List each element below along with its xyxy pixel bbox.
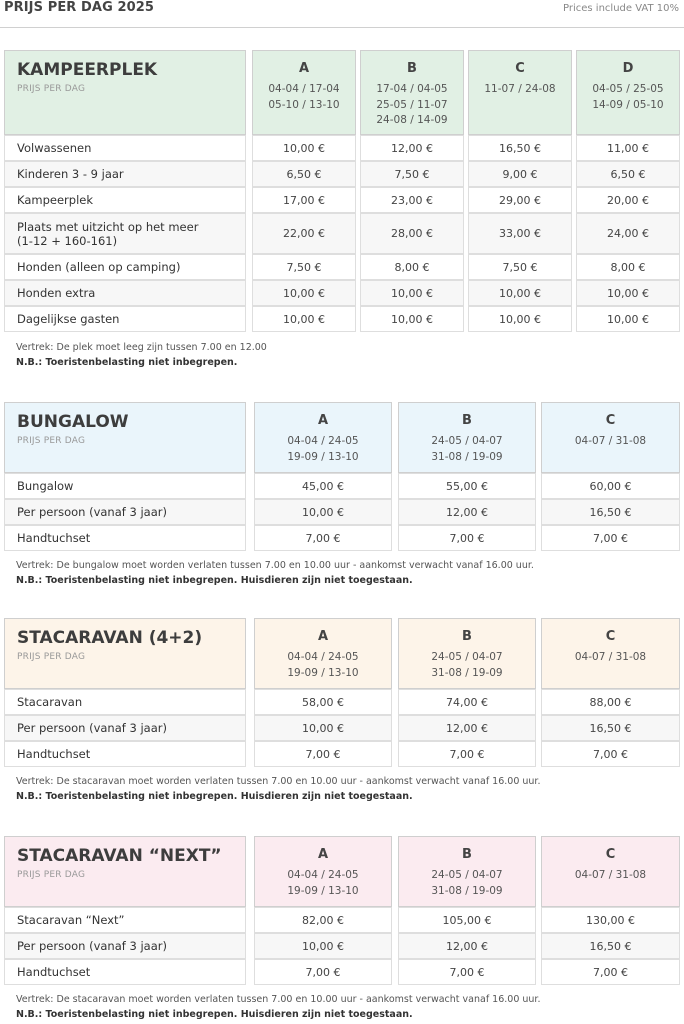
row-label-line: Per persoon (vanaf 3 jaar) bbox=[17, 721, 167, 735]
row-label-text bbox=[17, 312, 119, 326]
period-date-range: 04-04 / 24-05 bbox=[287, 435, 359, 447]
price-cell: 10,00 € bbox=[254, 715, 392, 741]
price-cell: 10,00 € bbox=[252, 280, 356, 306]
row-label-line: Kampeerplek bbox=[17, 193, 93, 207]
row-label-line: Bungalow bbox=[17, 479, 74, 493]
row-label bbox=[4, 135, 246, 161]
table-row bbox=[4, 135, 680, 161]
tax-note: N.B.: Toeristenbelasting niet inbegrepen. Huisdieren zijn niet toegestaan. bbox=[16, 575, 413, 586]
period-letter: A bbox=[317, 629, 329, 644]
price-cell: 9,00 € bbox=[468, 161, 572, 187]
period-date-range: 24-05 / 04-07 bbox=[431, 869, 503, 881]
table-row bbox=[4, 689, 680, 715]
table-row bbox=[4, 254, 680, 280]
price-cell: 8,00 € bbox=[576, 254, 680, 280]
row-label bbox=[4, 213, 246, 254]
period-letter: B bbox=[462, 847, 472, 862]
row-label-text bbox=[17, 193, 93, 207]
row-label-text bbox=[17, 167, 124, 181]
price-cell: 7,00 € bbox=[254, 525, 392, 551]
period-date-range: 19-09 / 13-10 bbox=[287, 666, 359, 679]
period-date-range: 04-07 / 31-08 bbox=[574, 869, 647, 881]
price-cell: 22,00 € bbox=[252, 213, 356, 254]
price-cell: 60,00 € bbox=[541, 473, 680, 499]
price-cell: 8,00 € bbox=[360, 254, 464, 280]
row-label-text bbox=[17, 939, 167, 953]
period-dates bbox=[542, 650, 679, 666]
row-label-text bbox=[17, 260, 180, 274]
table-row bbox=[4, 213, 680, 254]
price-cell: 10,00 € bbox=[468, 280, 572, 306]
period-dates bbox=[577, 82, 679, 113]
price-cell: 7,50 € bbox=[468, 254, 572, 280]
section-title-cell bbox=[4, 618, 246, 689]
price-cell: 6,50 € bbox=[252, 161, 356, 187]
period-header-b bbox=[398, 402, 536, 473]
section-title: STACARAVAN (4+2) bbox=[17, 628, 203, 648]
price-cell: 7,00 € bbox=[541, 959, 680, 985]
tax-note: N.B.: Toeristenbelasting niet inbegrepen. Huisdieren zijn niet toegestaan. bbox=[16, 791, 413, 802]
row-label bbox=[4, 161, 246, 187]
period-letter: A bbox=[317, 413, 329, 428]
period-dates bbox=[399, 434, 535, 465]
period-header-b bbox=[360, 50, 464, 135]
price-cell: 10,00 € bbox=[468, 306, 572, 332]
price-cell: 7,00 € bbox=[398, 741, 536, 767]
departure-note: Vertrek: De stacaravan moet worden verlaten tussen 7.00 en 10.00 uur - aankomst verwacht vanaf 16.00 uur. bbox=[16, 994, 541, 1005]
period-date-range: 04-04 / 17-04 bbox=[268, 83, 340, 95]
section-title-cell bbox=[4, 836, 246, 907]
period-date-range: 24-05 / 04-07 bbox=[431, 651, 503, 663]
row-label-line: Kinderen 3 - 9 jaar bbox=[17, 167, 124, 181]
period-date-range: 04-05 / 25-05 bbox=[592, 83, 664, 95]
vat-note: Prices include VAT 10% bbox=[563, 3, 679, 14]
price-cell: 7,00 € bbox=[541, 525, 680, 551]
period-date-range: 17-04 / 04-05 bbox=[376, 83, 448, 95]
period-date-range: 19-09 / 13-10 bbox=[287, 450, 359, 463]
period-dates bbox=[469, 82, 571, 98]
row-label bbox=[4, 499, 246, 525]
departure-note: Vertrek: De bungalow moet worden verlaten tussen 7.00 en 10.00 uur - aankomst verwacht vanaf 16.00 uur. bbox=[16, 560, 534, 571]
row-label bbox=[4, 187, 246, 213]
period-header-c bbox=[468, 50, 572, 135]
row-label-line: Dagelijkse gasten bbox=[17, 312, 120, 326]
section-subtitle: PRIJS PER DAG bbox=[17, 436, 86, 446]
section-title-cell bbox=[4, 402, 246, 473]
period-dates bbox=[255, 434, 391, 465]
period-date-range: 04-07 / 31-08 bbox=[574, 651, 647, 663]
row-label-line: Honden extra bbox=[17, 286, 96, 300]
period-letter: D bbox=[622, 61, 634, 76]
period-header-c bbox=[541, 618, 680, 689]
row-label bbox=[4, 741, 246, 767]
period-date-range: 04-04 / 24-05 bbox=[287, 869, 359, 881]
period-header-b bbox=[398, 836, 536, 907]
row-label-line: Per persoon (vanaf 3 jaar) bbox=[17, 939, 167, 953]
price-cell: 10,00 € bbox=[576, 280, 680, 306]
period-date-range: 04-07 / 31-08 bbox=[574, 435, 647, 447]
price-cell: 7,00 € bbox=[254, 741, 392, 767]
row-label-text bbox=[17, 141, 91, 155]
section-title-cell bbox=[4, 50, 246, 135]
section-subtitle: PRIJS PER DAG bbox=[17, 84, 86, 94]
period-date-range: 11-07 / 24-08 bbox=[484, 83, 556, 95]
price-cell: 28,00 € bbox=[360, 213, 464, 254]
price-cell: 74,00 € bbox=[398, 689, 536, 715]
period-letter: B bbox=[462, 413, 472, 428]
price-cell: 29,00 € bbox=[468, 187, 572, 213]
period-letter: C bbox=[605, 413, 616, 428]
table-row bbox=[4, 715, 680, 741]
row-label-text bbox=[17, 965, 90, 979]
price-cell: 10,00 € bbox=[360, 280, 464, 306]
table-row bbox=[4, 907, 680, 933]
period-header-a bbox=[252, 50, 356, 135]
price-cell: 12,00 € bbox=[398, 715, 536, 741]
tax-note: N.B.: Toeristenbelasting niet inbegrepen. Huisdieren zijn niet toegestaan. bbox=[16, 1009, 413, 1020]
row-label-text bbox=[17, 721, 167, 735]
section-title: STACARAVAN “NEXT” bbox=[17, 846, 222, 866]
period-date-range: 19-09 / 13-10 bbox=[287, 884, 359, 897]
table-row bbox=[4, 473, 680, 499]
period-date-range: 31-08 / 19-09 bbox=[431, 450, 503, 463]
period-date-range: 04-04 / 24-05 bbox=[287, 651, 359, 663]
row-label bbox=[4, 907, 246, 933]
price-cell: 10,00 € bbox=[252, 306, 356, 332]
row-label-line: Handtuchset bbox=[17, 531, 91, 545]
price-cell: 16,50 € bbox=[541, 933, 680, 959]
row-label bbox=[4, 280, 246, 306]
departure-note: Vertrek: De plek moet leeg zijn tussen 7.00 en 12.00 bbox=[16, 342, 267, 353]
row-label-line: (1-12 + 160-161) bbox=[17, 233, 118, 248]
price-cell: 12,00 € bbox=[398, 499, 536, 525]
table-row bbox=[4, 499, 680, 525]
row-label-text bbox=[17, 505, 167, 519]
period-dates bbox=[542, 434, 679, 450]
price-cell: 10,00 € bbox=[254, 933, 392, 959]
period-date-range: 05-10 / 13-10 bbox=[268, 98, 340, 111]
section-subtitle: PRIJS PER DAG bbox=[17, 652, 86, 662]
row-label-text bbox=[17, 747, 90, 761]
table-row bbox=[4, 187, 680, 213]
period-letter: B bbox=[462, 629, 472, 644]
row-label-line: Per persoon (vanaf 3 jaar) bbox=[17, 505, 167, 519]
row-label-text bbox=[17, 220, 198, 248]
price-cell: 17,00 € bbox=[252, 187, 356, 213]
price-cell: 7,50 € bbox=[360, 161, 464, 187]
row-label-line: Stacaravan “Next” bbox=[17, 913, 125, 927]
table-header-row bbox=[4, 402, 680, 473]
period-letter: C bbox=[515, 61, 525, 76]
period-letter: B bbox=[407, 61, 417, 76]
row-label-text bbox=[17, 479, 73, 493]
row-label bbox=[4, 525, 246, 551]
page-header bbox=[0, 0, 684, 28]
section-title: BUNGALOW bbox=[17, 412, 129, 432]
row-label-text bbox=[17, 531, 90, 545]
section-title: KAMPEERPLEK bbox=[17, 60, 158, 80]
price-cell: 10,00 € bbox=[576, 306, 680, 332]
row-label bbox=[4, 933, 246, 959]
period-dates bbox=[255, 650, 391, 681]
price-cell: 10,00 € bbox=[254, 499, 392, 525]
price-cell: 10,00 € bbox=[360, 306, 464, 332]
period-dates bbox=[542, 868, 679, 884]
row-label-line: Honden (alleen op camping) bbox=[17, 260, 181, 274]
price-cell: 16,50 € bbox=[541, 715, 680, 741]
table-row bbox=[4, 525, 680, 551]
row-label bbox=[4, 254, 246, 280]
period-dates bbox=[399, 868, 535, 899]
row-label-text bbox=[17, 286, 95, 300]
tax-note: N.B.: Toeristenbelasting niet inbegrepen. bbox=[16, 357, 238, 368]
table-row bbox=[4, 280, 680, 306]
row-label-line: Handtuchset bbox=[17, 747, 91, 761]
period-dates bbox=[399, 650, 535, 681]
price-cell: 88,00 € bbox=[541, 689, 680, 715]
period-header-b bbox=[398, 618, 536, 689]
period-date-range: 31-08 / 19-09 bbox=[431, 666, 503, 679]
page-title: PRIJS PER DAG 2025 bbox=[4, 0, 155, 15]
row-label-line: Volwassenen bbox=[17, 141, 92, 155]
period-date-range: 25-05 / 11-07 bbox=[376, 98, 448, 111]
price-cell: 23,00 € bbox=[360, 187, 464, 213]
period-dates bbox=[255, 868, 391, 899]
price-cell: 7,00 € bbox=[398, 959, 536, 985]
price-cell: 7,00 € bbox=[398, 525, 536, 551]
price-cell: 24,00 € bbox=[576, 213, 680, 254]
price-cell: 7,00 € bbox=[254, 959, 392, 985]
row-label-line: Stacaravan bbox=[17, 695, 83, 709]
row-label bbox=[4, 715, 246, 741]
row-label-line: Handtuchset bbox=[17, 965, 91, 979]
departure-note: Vertrek: De stacaravan moet worden verlaten tussen 7.00 en 10.00 uur - aankomst verwacht vanaf 16.00 uur. bbox=[16, 776, 541, 787]
period-header-a bbox=[254, 402, 392, 473]
period-header-a bbox=[254, 836, 392, 907]
price-cell: 6,50 € bbox=[576, 161, 680, 187]
table-header-row bbox=[4, 618, 680, 689]
row-label-text bbox=[17, 913, 125, 927]
row-label-line: Plaats met uitzicht op het meer bbox=[17, 219, 199, 234]
section-subtitle: PRIJS PER DAG bbox=[17, 870, 86, 880]
period-header-c bbox=[541, 836, 680, 907]
period-dates bbox=[253, 82, 355, 113]
price-cell: 7,00 € bbox=[541, 741, 680, 767]
price-cell: 45,00 € bbox=[254, 473, 392, 499]
period-letter: C bbox=[605, 847, 616, 862]
price-cell: 33,00 € bbox=[468, 213, 572, 254]
period-date-range: 31-08 / 19-09 bbox=[431, 884, 503, 897]
price-cell: 130,00 € bbox=[541, 907, 680, 933]
table-row bbox=[4, 161, 680, 187]
price-cell: 55,00 € bbox=[398, 473, 536, 499]
period-header-d bbox=[576, 50, 680, 135]
period-header-c bbox=[541, 402, 680, 473]
price-cell: 16,50 € bbox=[541, 499, 680, 525]
period-letter: C bbox=[605, 629, 616, 644]
row-label bbox=[4, 306, 246, 332]
price-cell: 105,00 € bbox=[398, 907, 536, 933]
price-cell: 7,50 € bbox=[252, 254, 356, 280]
price-cell: 12,00 € bbox=[360, 135, 464, 161]
period-dates bbox=[361, 82, 463, 129]
period-date-range: 24-05 / 04-07 bbox=[431, 435, 503, 447]
row-label bbox=[4, 689, 246, 715]
price-cell: 58,00 € bbox=[254, 689, 392, 715]
row-label-text bbox=[17, 695, 82, 709]
price-cell: 16,50 € bbox=[468, 135, 572, 161]
table-row bbox=[4, 306, 680, 332]
period-letter: A bbox=[317, 847, 329, 862]
row-label bbox=[4, 473, 246, 499]
period-date-range: 24-08 / 14-09 bbox=[376, 114, 448, 126]
row-label bbox=[4, 959, 246, 985]
price-cell: 12,00 € bbox=[398, 933, 536, 959]
table-row bbox=[4, 933, 680, 959]
table-row bbox=[4, 959, 680, 985]
price-cell: 10,00 € bbox=[252, 135, 356, 161]
period-date-range: 14-09 / 05-10 bbox=[592, 98, 664, 111]
price-cell: 20,00 € bbox=[576, 187, 680, 213]
period-letter: A bbox=[298, 61, 310, 76]
table-header-row bbox=[4, 836, 680, 907]
table-header-row bbox=[4, 50, 680, 135]
period-header-a bbox=[254, 618, 392, 689]
table-row bbox=[4, 741, 680, 767]
price-cell: 82,00 € bbox=[254, 907, 392, 933]
price-cell: 11,00 € bbox=[576, 135, 680, 161]
